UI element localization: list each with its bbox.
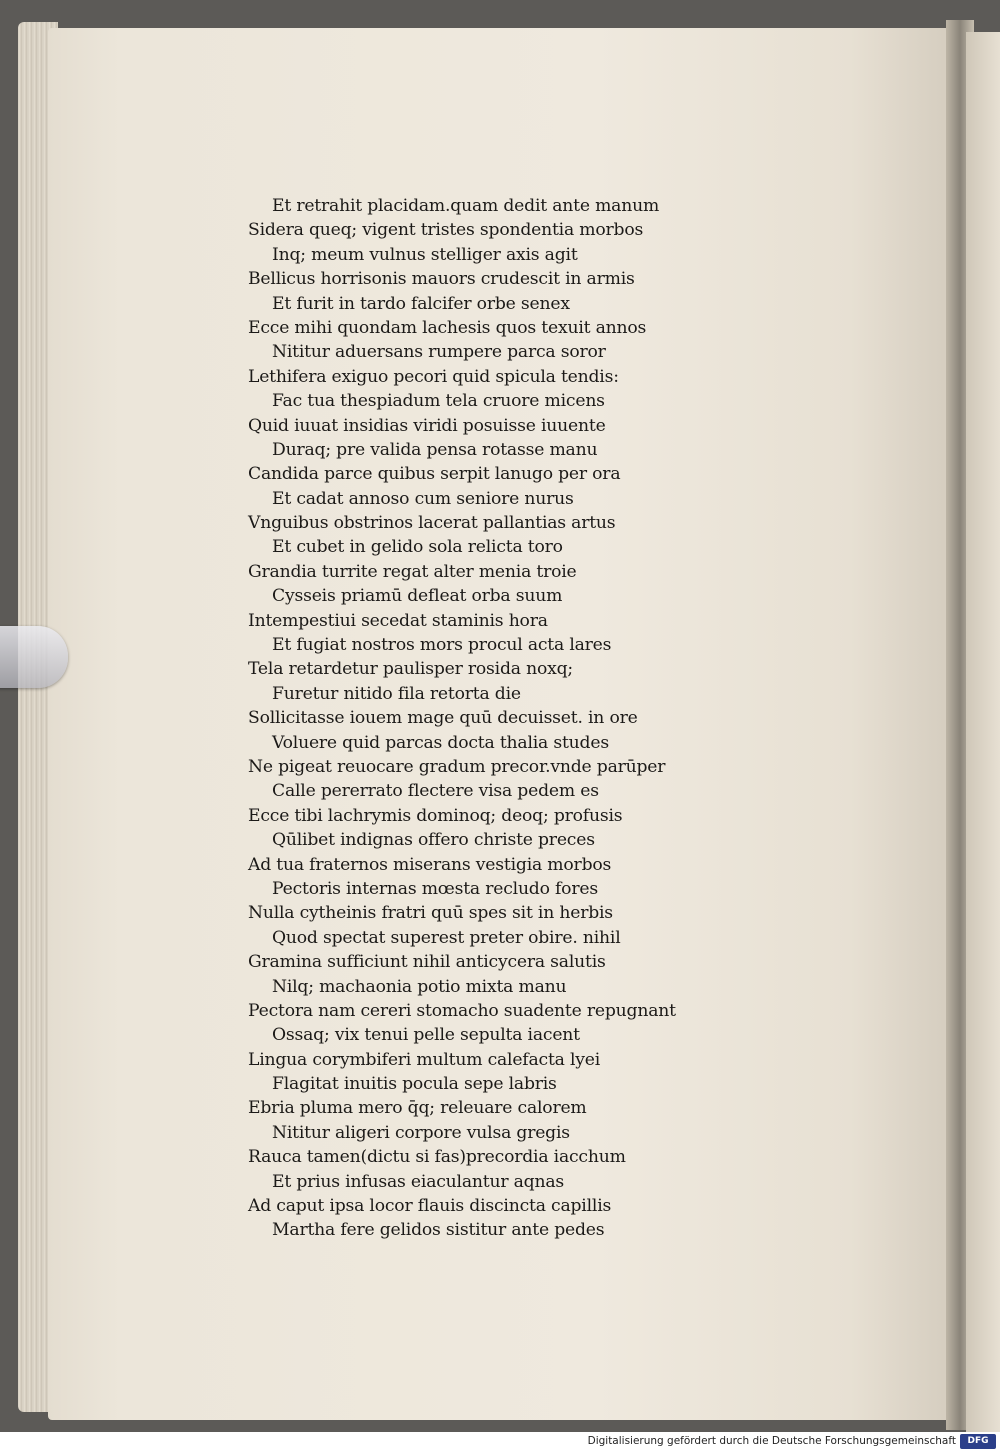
verse-line: Candida parce quibus serpit lanugo per ora xyxy=(248,464,621,485)
funding-credit: Digitalisierung gefördert durch die Deutsche Forschungsgemeinschaft xyxy=(587,1435,956,1447)
verse-line: Pectora nam cereri stomacho suadente repugnant xyxy=(248,1000,676,1021)
verse-line: Et prius infusas eiaculantur aqnas xyxy=(272,1171,565,1192)
verse-line: Martha fere gelidos sistitur ante pedes xyxy=(272,1220,605,1241)
verse-line: Ecce mihi quondam lachesis quos texuit annos xyxy=(248,317,647,338)
verse-line: Flagitat inuitis pocula sepe labris xyxy=(272,1074,557,1095)
dfg-logo-icon: DFG xyxy=(960,1434,996,1449)
verse-line: Duraq; pre valida pensa rotasse manu xyxy=(272,439,598,460)
verse-line: Et fugiat nostros mors procul acta lares xyxy=(272,635,612,656)
verse-line: Et retrahit placidam.quam dedit ante manum xyxy=(272,196,660,216)
verse-line: Et cadat annoso cum seniore nurus xyxy=(272,488,574,509)
page-clip xyxy=(0,626,68,688)
verse-line: Fac tua thespiadum tela cruore micens xyxy=(272,391,605,412)
verse-text-block xyxy=(248,194,768,1243)
verse-line: Inq; meum vulnus stelliger axis agit xyxy=(272,244,578,265)
verse-line: Et cubet in gelido sola relicta toro xyxy=(272,537,563,558)
verse-line: Sidera queq; vigent tristes spondentia morbos xyxy=(248,220,644,241)
verse-line: Nititur aligeri corpore vulsa gregis xyxy=(272,1122,570,1143)
verse-line: Lethifera exiguo pecori quid spicula tendis: xyxy=(248,366,619,387)
right-page-edge xyxy=(966,32,1000,1432)
verse-line: Ebria pluma mero q̄q; releuare calorem xyxy=(248,1098,587,1119)
verse-line: Lingua corymbiferi multum calefacta lyei xyxy=(248,1049,601,1070)
verse-line: Intempestiui secedat staminis hora xyxy=(248,610,548,631)
verse-line: Voluere quid parcas docta thalia studes xyxy=(272,732,609,753)
verse-line: Cyssеis priamū defleat orba suum xyxy=(272,586,563,607)
verse-line: Pectoris internas mœsta recludo fores xyxy=(272,878,598,899)
verse-line: Quid iuuat insidias viridi posuisse iuuente xyxy=(248,415,606,436)
verse-line: Nilq; machaonia potio mixta manu xyxy=(272,976,567,997)
verse-line: Et furit in tardo falcifer orbe senex xyxy=(272,293,570,314)
verse-line: Furetur nitido fila retorta die xyxy=(272,683,521,704)
verse-line: Ecce tibi lachrymis dominoq; deoq; profusis xyxy=(248,805,623,826)
verse-line: Grandia turrite regat alter menia troie xyxy=(248,561,577,582)
verse-line: Qūlibet indignas offero christe preces xyxy=(272,830,595,851)
verse-line: Nulla cytheinis fratri quū spes sit in herbis xyxy=(248,903,613,924)
footer-bar xyxy=(0,1432,1000,1452)
verse-line: Bellicus horrisonis mauors crudescit in armis xyxy=(248,269,635,290)
verse-line: Sollicitasse iouem mage quū decuisset. in ore xyxy=(248,708,638,729)
verse-line: Calle pererrato flectere visa pedem es xyxy=(272,781,599,802)
verse-line: Quod spectat superest preter obire. nihil xyxy=(272,927,621,948)
verse-line: Gramina sufficiunt nihil anticycera salutis xyxy=(248,952,606,973)
verse-line: Nititur aduersans rumpere parca soror xyxy=(272,342,606,363)
verse-line: Ad tua fraternos miserans vestigia morbos xyxy=(248,854,612,875)
verse-line: Ossaq; vix tenui pelle sepulta iacent xyxy=(272,1025,580,1046)
verse-line: Ne pigeat reuocare gradum precor.vnde parūper xyxy=(248,756,666,777)
verse-line: Vnguibus obstrinos lacerat pallantias artus xyxy=(248,513,616,534)
verse-line: Ad caput ipsa locor flauis discincta capillis xyxy=(248,1196,612,1217)
verse-line: Tela retardetur paulisper rosida noxq; xyxy=(248,659,573,680)
verse-line: Rauca tamen(dictu si fas)precordia iacchum xyxy=(248,1147,626,1168)
